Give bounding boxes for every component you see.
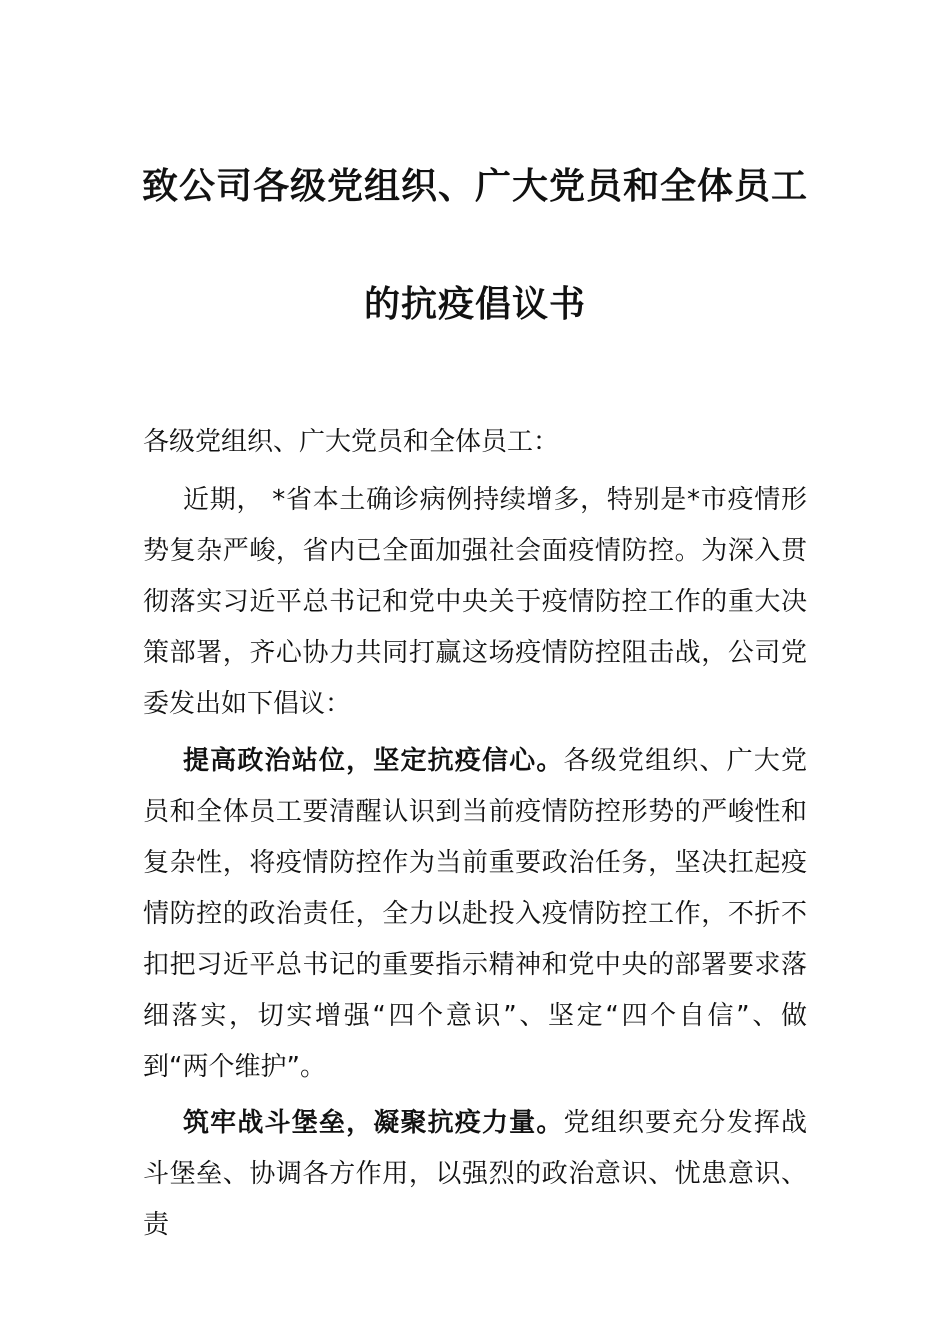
- salutation: 各级党组织、广大党员和全体员工：: [143, 427, 560, 457]
- paragraph-3-text: 党组织要充分发挥战斗堡垒、协调各方作用，以强烈的政治意识、忧患意识、责: [143, 1108, 807, 1240]
- document-title-line-2: 的抗疫倡议书: [363, 284, 586, 325]
- paragraph-1-text: 近期， *省本土确诊病例持续增多，特别是*市疫情形势复杂严峻，省内已全面加强社会面疫情防控。为深入贯彻落实习近平总书记和党中央关于疫情防控工作的重大决策部署，齐心协力共同打赢这场疫情防控阻击战，公司党委发出如下倡议：: [143, 485, 807, 719]
- paragraph-3: [143, 1098, 807, 1251]
- paragraph-2-lead: 提高政治站位，坚定抗疫信心。: [183, 746, 564, 776]
- paragraph-1: [143, 475, 807, 730]
- paragraph-2-text: 各级党组织、广大党员和全体员工要清醒认识到当前疫情防控形势的严峻性和复杂性，将疫情防控作为当前重要政治任务，坚决扛起疫情防控的政治责任，全力以赴投入疫情防控工作，不折不扣把习近平总书记的重要指示精神和党中央的部署要求落细落实，切实增强“四个意识”、坚定“四个自信”、做到“两个维护”。: [143, 746, 807, 1082]
- paragraph-2: [143, 736, 807, 1093]
- paragraph-3-lead: 筑牢战斗堡垒，凝聚抗疫力量。: [183, 1108, 564, 1138]
- document-title-line-1: 致公司各级党组织、广大党员和全体员工: [141, 166, 808, 207]
